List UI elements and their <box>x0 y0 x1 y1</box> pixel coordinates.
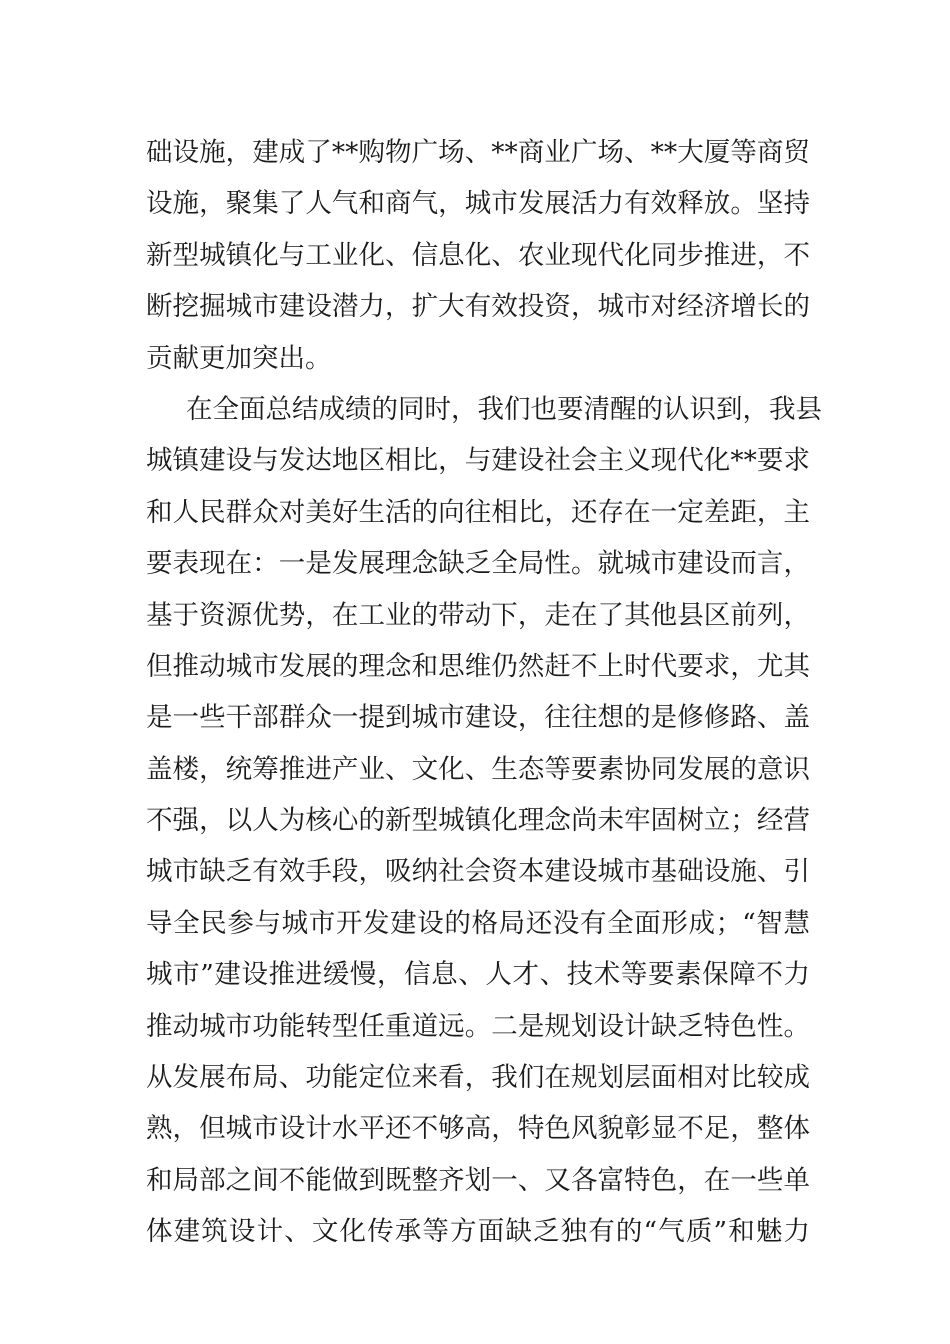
text-line: 新型城镇化与工业化、信息化、农业现代化同步推进，不 <box>146 239 810 271</box>
text-line: 导全民参与城市开发建设的格局还没有全面形成；“智慧 <box>146 907 810 939</box>
text-line: 设施，聚集了人气和商气，城市发展活力有效释放。坚持 <box>146 188 810 220</box>
text-line: 在全面总结成绩的同时，我们也要清醒的认识到，我县 <box>186 393 822 425</box>
text-line: 城市缺乏有效手段，吸纳社会资本建设城市基础设施、引 <box>146 856 810 888</box>
text-line: 和人民群众对美好生活的向往相比，还存在一定差距，主 <box>146 496 810 528</box>
text-line: 推动城市功能转型任重道远。二是规划设计缺乏特色性。 <box>146 1010 810 1042</box>
text-line: 盖楼，统筹推进产业、文化、生态等要素协同发展的意识 <box>146 753 810 785</box>
text-line: 但推动城市发展的理念和思维仍然赶不上时代要求，尤其 <box>146 650 810 682</box>
text-line: 熟，但城市设计水平还不够高，特色风貌彰显不足，整体 <box>146 1113 810 1145</box>
text-line: 要表现在：一是发展理念缺乏全局性。就城市建设而言， <box>146 548 810 580</box>
text-line: 基于资源优势，在工业的带动下，走在了其他县区前列， <box>146 599 810 631</box>
text-line: 贡献更加突出。 <box>146 342 332 374</box>
text-line: 和局部之间不能做到既整齐划一、又各富特色，在一些单 <box>146 1164 810 1196</box>
text-line: 础设施，建成了**购物广场、**商业广场、**大厦等商贸 <box>146 137 810 168</box>
text-line: 从发展布局、功能定位来看，我们在规划层面相对比较成 <box>146 1062 810 1094</box>
text-line: 城市”建设推进缓慢，信息、人才、技术等要素保障不力 <box>146 959 810 991</box>
body-text <box>146 127 822 1258</box>
paragraph-2 <box>146 384 822 1258</box>
paragraph-1 <box>146 127 810 384</box>
text-line: 体建筑设计、文化传承等方面缺乏独有的“气质”和魅力 <box>146 1216 810 1248</box>
text-line: 城镇建设与发达地区相比，与建设社会主义现代化**要求 <box>146 445 810 477</box>
text-line: 是一些干部群众一提到城市建设，往往想的是修修路、盖 <box>146 702 810 734</box>
text-line: 断挖掘城市建设潜力，扩大有效投资，城市对经济增长的 <box>146 291 810 323</box>
text-line: 不强，以人为核心的新型城镇化理念尚未牢固树立；经营 <box>146 805 810 837</box>
